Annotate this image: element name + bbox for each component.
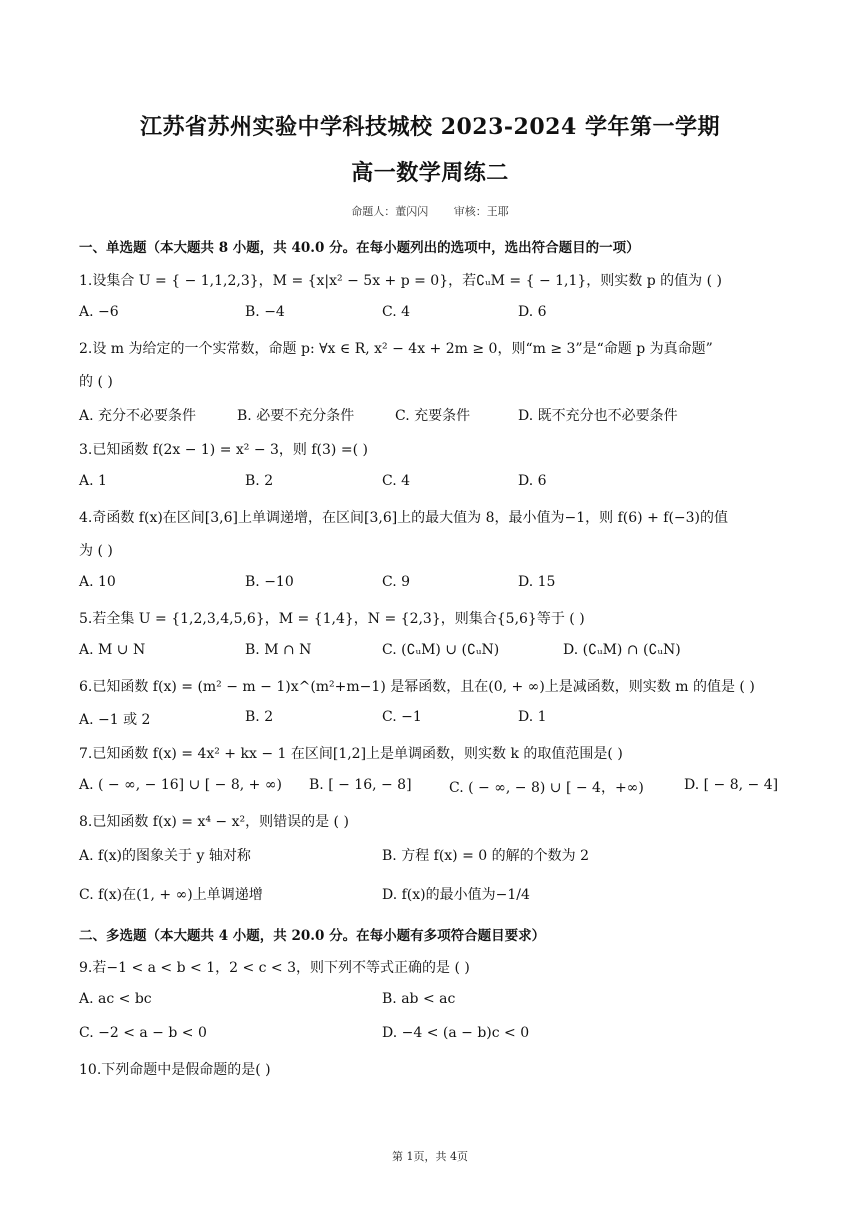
q3-option-d: D. 6 [518, 473, 547, 489]
question-1: 1.设集合 U = { − 1,1,2,3}，M = {x|x² − 5x + p = 0}，若∁ᵤM = { − 1,1}，则实数 p 的值为 ( ) [79, 273, 722, 289]
question-10: 10.下列命题中是假命题的是( ) [79, 1062, 271, 1078]
question-9: 9.若−1 < a < b < 1，2 < c < 3，则下列不等式正确的是 ( ) [79, 960, 470, 976]
q4-option-d: D. 15 [518, 574, 556, 590]
q1-option-b: B. −4 [245, 304, 285, 320]
exam-subtitle: 高一数学周练二 [351, 160, 509, 186]
question-4-cont: 为 ( ) [79, 543, 113, 559]
page-footer: 第 1页，共 4页 [392, 1150, 468, 1163]
exam-meta [0, 203, 860, 219]
q5-option-d: D. (∁ᵤM) ∩ (∁ᵤN) [563, 642, 681, 658]
q8-option-b: B. 方程 f(x) = 0 的解的个数为 2 [382, 848, 589, 864]
q3-option-a: A. 1 [79, 473, 107, 489]
question-4: 4.奇函数 f(x)在区间[3,6]上单调递增，在区间[3,6]上的最大值为 8，最小值为−1，则 f(6) + f(−3)的值 [79, 510, 729, 526]
question-6: 6.已知函数 f(x) = (m² − m − 1)x^(m²+m−1) 是幂函数，且在(0, + ∞)上是减函数，则实数 m 的值是 ( ) [79, 679, 755, 695]
section-heading-multiple-choice: 二、多选题（本大题共 4 小题，共 20.0 分。在每小题有多项符合题目要求） [79, 928, 546, 944]
q2-option-c: C. 充要条件 [395, 408, 471, 424]
question-3: 3.已知函数 f(2x − 1) = x² − 3，则 f(3) =( ) [79, 442, 368, 458]
question-8: 8.已知函数 f(x) = x⁴ − x²，则错误的是 ( ) [79, 814, 349, 830]
q9-option-b: B. ab < ac [382, 991, 456, 1007]
q5-option-a: A. M ∪ N [79, 642, 146, 658]
q2-option-a: A. 充分不必要条件 [79, 408, 197, 424]
reviewer-label: 审核：王耶 [453, 205, 509, 218]
q8-option-a: A. f(x)的图象关于 y 轴对称 [79, 848, 251, 864]
q1-option-a: A. −6 [79, 304, 119, 320]
q7-option-d: D. [ − 8, − 4] [684, 777, 779, 793]
q9-option-a: A. ac < bc [79, 991, 152, 1007]
q6-option-b: B. 2 [245, 709, 274, 725]
q6-option-d: D. 1 [518, 709, 547, 725]
exam-title: 江苏省苏州实验中学科技城校 2023-2024 学年第一学期 [140, 114, 720, 140]
q3-option-c: C. 4 [382, 473, 411, 489]
q4-option-a: A. 10 [79, 574, 116, 590]
q3-option-b: B. 2 [245, 473, 274, 489]
q9-option-c: C. −2 < a − b < 0 [79, 1025, 207, 1041]
q9-option-d: D. −4 < (a − b)c < 0 [382, 1025, 530, 1041]
question-2: 2.设 m 为给定的一个实常数，命题 p: ∀x ∈ R, x² − 4x + 2m ≥ 0，则“m ≥ 3”是“命题 p 为真命题” [79, 341, 713, 357]
author-label: 命题人：董闪闪 [351, 205, 429, 218]
question-2-cont: 的 ( ) [79, 374, 113, 390]
question-7: 7.已知函数 f(x) = 4x² + kx − 1 在区间[1,2]上是单调函数，则实数 k 的取值范围是( ) [79, 746, 623, 762]
q5-option-b: B. M ∩ N [245, 642, 312, 658]
q2-option-d: D. 既不充分也不必要条件 [518, 408, 678, 424]
q8-option-c: C. f(x)在(1, + ∞)上单调递增 [79, 887, 263, 903]
q6-option-c: C. −1 [382, 709, 422, 725]
section-heading-single-choice: 一、单选题（本大题共 8 小题，共 40.0 分。在每小题列出的选项中，选出符合题目的一项） [79, 240, 640, 256]
q4-option-c: C. 9 [382, 574, 411, 590]
q7-option-b: B. [ − 16, − 8] [309, 777, 412, 793]
q5-option-c: C. (∁ᵤM) ∪ (∁ᵤN) [382, 642, 500, 658]
q7-option-c: C. ( − ∞, − 8) ∪ [ − 4，+∞) [449, 780, 644, 796]
q1-option-d: D. 6 [518, 304, 547, 320]
q1-option-c: C. 4 [382, 304, 411, 320]
q2-option-b: B. 必要不充分条件 [237, 408, 355, 424]
q4-option-b: B. −10 [245, 574, 294, 590]
q8-option-d: D. f(x)的最小值为−1/4 [382, 887, 530, 903]
q7-option-a: A. ( − ∞, − 16] ∪ [ − 8, + ∞) [79, 777, 282, 793]
q6-option-a: A. −1 或 2 [79, 712, 151, 728]
question-5: 5.若全集 U = {1,2,3,4,5,6}，M = {1,4}，N = {2,3}，则集合{5,6}等于 ( ) [79, 611, 585, 627]
